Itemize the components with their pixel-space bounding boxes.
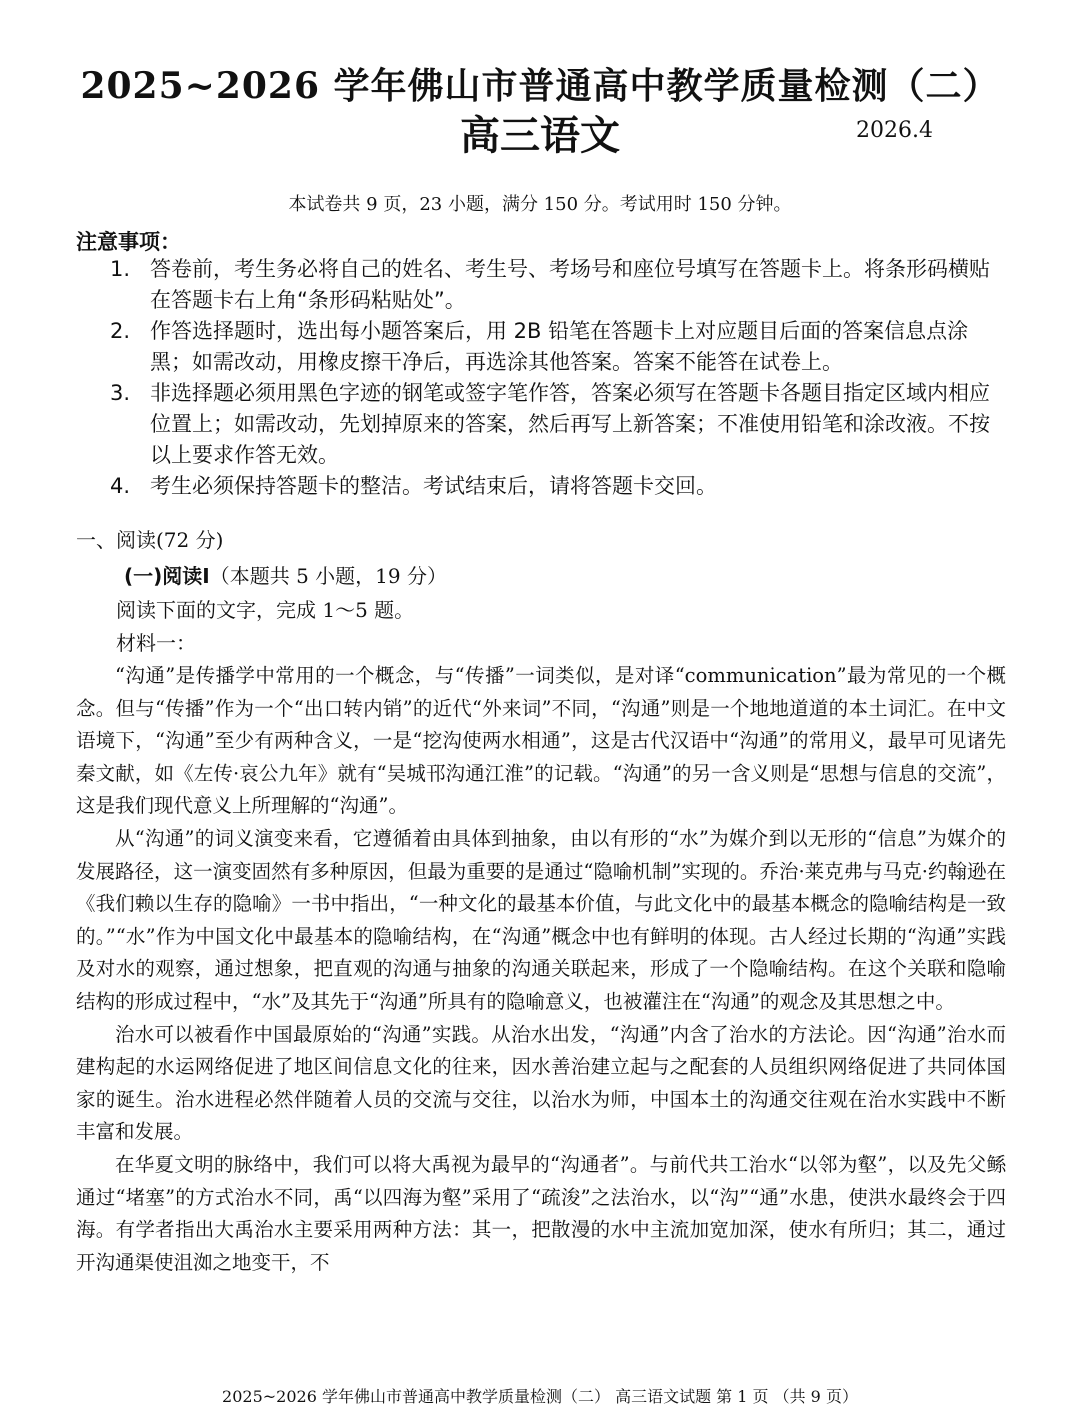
page-footer: 2025~2026 学年佛山市普通高中教学质量检测（二） 高三语文试题 第 1 页 （共 9 页） [222,1387,858,1406]
notice-text: 答卷前，考生务必将自己的姓名、考生号、考场号和座位号填写在答题卡上。将条形码横贴在答题卡右上角“条形码粘贴处”。 [150,257,990,312]
notice-item [110,254,1010,316]
notice-item [110,316,1010,378]
notice-text: 非选择题必须用黑色字迹的钢笔或签字笔作答，答案必须写在答题卡各题目指定区域内相应位置上；如需改动，先划掉原来的答案，然后再写上新答案；不准使用铅笔和涂改液。不按以上要求作答无效。 [150,381,990,467]
material-body [76,660,1006,1279]
subsection-detail: （本题共 5 小题，19 分） [209,564,447,588]
notice-heading: 注意事项： [76,230,181,254]
exam-date: 2026.4 [856,118,933,143]
subject-title: 高三语文 [460,113,620,159]
paragraph: 从“沟通”的词义演变来看，它遵循着由具体到抽象，由以有形的“水”为媒介到以无形的“信息”为媒介的发展路径，这一演变固然有多种原因，但最为重要的是通过“隐喻机制”实现的。乔治·莱克弗与马克·约翰逊在《我们赖以生存的隐喻》一书中指出，“一种文化的最基本价值，与此文化中的最基本概念的隐喻结构是一致的。”“水”作为中国文化中最基本的隐喻结构，在“沟通”概念中也有鲜明的体现。古人经过长期的“沟通”实践及对水的观察，通过想象，把直观的沟通与抽象的沟通关联起来，形成了一个隐喻结构。在这个关联和隐喻结构的形成过程中，“水”及其先于“沟通”所具有的隐喻意义，也被灌注在“沟通”的观念及其思想之中。 [76,826,1006,1013]
exam-title: 2025~2026 学年佛山市普通高中教学质量检测（二） [80,65,1000,107]
notice-number: 3. [110,381,131,405]
subsection-heading [124,560,447,589]
notice-text: 作答选择题时，选出每小题答案后，用 2B 铅笔在答题卡上对应题目后面的答案信息点涂黑；如需改动，用橡皮擦干净后，再选涂其他答案。答案不能答在试卷上。 [150,319,969,374]
paragraph: “沟通”是传播学中常用的一个概念，与“传播”一词类似，是对译“communication”最为常见的一个概念。但与“传播”作为一个“出口转内销”的近代“外来词”不同，“沟通”则是一个地地道道的本土词汇。在中文语境下，“沟通”至少有两种含义，一是“挖沟使两水相通”，这是古代汉语中“沟通”的常用义，最早可见诸先秦文献，如《左传·哀公九年》就有“吴城邗沟通江淮”的记载。“沟通”的另一含义则是“思想与信息的交流”，这是我们现代意义上所理解的“沟通”。 [76,664,1006,818]
exam-info: 本试卷共 9 页，23 小题，满分 150 分。考试用时 150 分钟。 [288,194,792,215]
subsection-label: (一)阅读Ⅰ [124,564,210,588]
notice-item [110,378,1010,471]
notice-number: 2. [110,319,131,343]
material-label: 材料一： [116,631,196,655]
section-heading: 一、阅读(72 分) [76,528,224,552]
notice-number: 4. [110,474,131,498]
paragraph: 在华夏文明的脉络中，我们可以将大禹视为最早的“沟通者”。与前代共工治水“以邻为壑”，以及先父鲧通过“堵塞”的方式治水不同，禹“以四海为壑”采用了“疏浚”之法治水，以“沟”“通”水患，使洪水最终会于四海。有学者指出大禹治水主要采用两种方法：其一，把散漫的水中主流加宽加深，使水有所归；其二，通过开沟通渠使沮洳之地变干，不 [76,1152,1006,1274]
notice-text: 考生必须保持答题卡的整洁。考试结束后，请将答题卡交回。 [150,474,717,498]
paragraph: 治水可以被看作中国最原始的“沟通”实践。从治水出发，“沟通”内含了治水的方法论。因“沟通”治水而建构起的水运网络促进了地区间信息文化的往来，因水善治建立起与之配套的人员组织网络促进了共同体国家的诞生。治水进程必然伴随着人员的交流与交往，以治水为师，中国本土的沟通交往观在治水实践中不断丰富和发展。 [76,1022,1006,1144]
notice-item [110,471,1010,502]
notice-list [110,254,1010,502]
reading-instruction: 阅读下面的文字，完成 1～5 题。 [116,598,415,622]
notice-number: 1. [110,257,131,281]
